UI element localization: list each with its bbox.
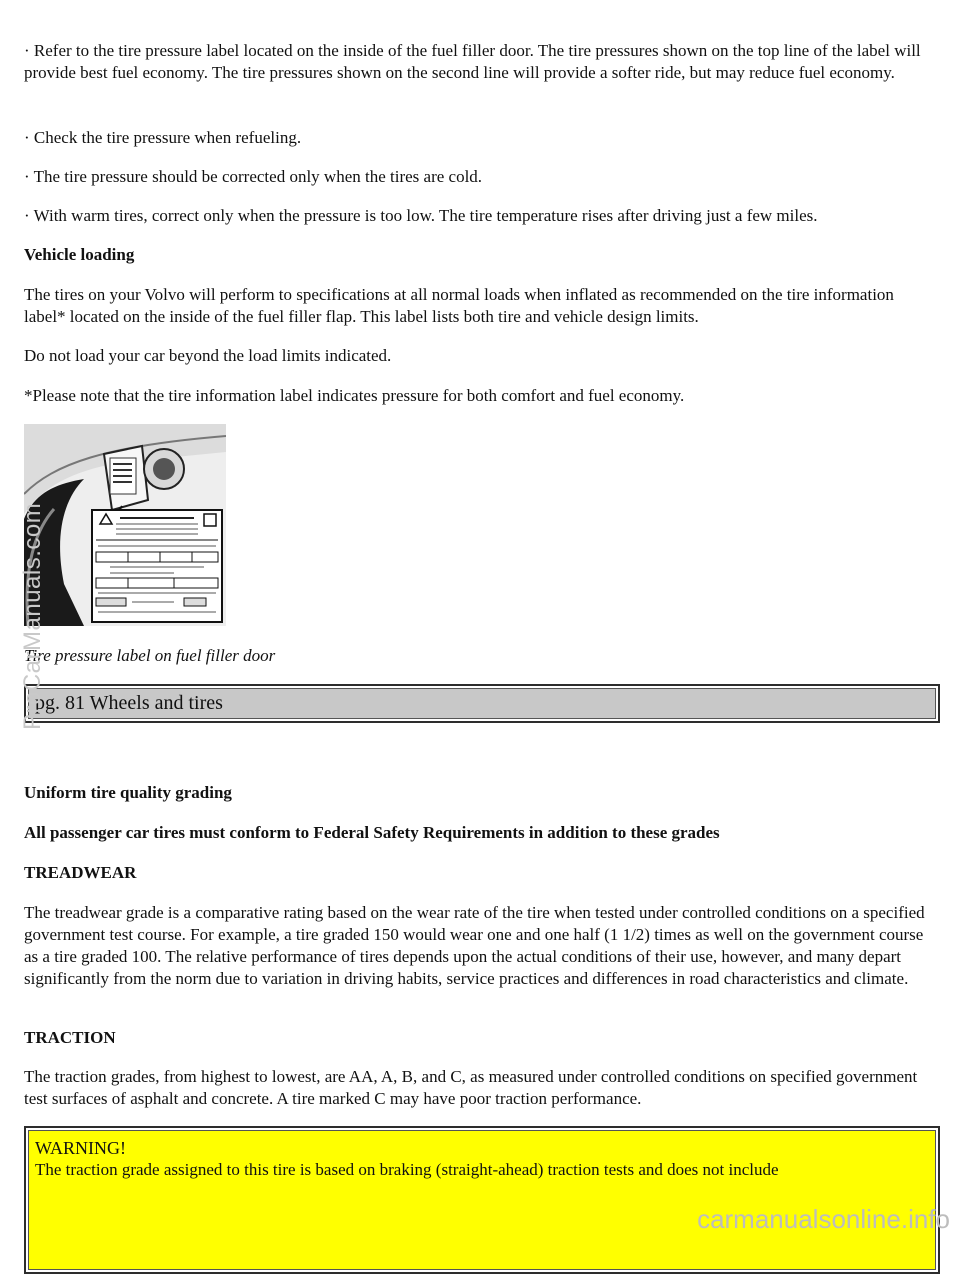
side-watermark: ProCarManuals.com <box>19 502 46 730</box>
figure-caption: Tire pressure label on fuel filler door <box>24 646 276 665</box>
bullet-tire-label: · Refer to the tire pressure label located on the inside of the fuel filler door. The tire pressures shown on the top line of the label will provide best fuel economy. The tire pressures shown on the second line will provide a softer ride, but may reduce fuel economy. <box>24 41 921 82</box>
tire-label-illustration <box>24 424 226 626</box>
page-marker-bar <box>24 684 940 723</box>
label-note: *Please note that the tire information label indicates pressure for both comfort and fuel economy. <box>24 386 685 405</box>
traction-text: The traction grades, from highest to lowest, are AA, A, B, and C, as measured under controlled conditions on specified government test surfaces of asphalt and concrete. A tire marked C may have poor traction performance. <box>24 1067 918 1108</box>
bottom-watermark: carmanualsonline.info <box>697 1204 950 1234</box>
vehicle-loading-paragraph: The tires on your Volvo will perform to specifications at all normal loads when inflated as recommended on the tire information label* located on the inside of the fuel filler flap. This label lists both tire and vehicle design limits. <box>24 285 894 326</box>
treadwear-text: The treadwear grade is a comparative rating based on the wear rate of the tire when tested under controlled conditions on a specified government test course. For example, a tire graded 150 would wear one and one half (1 1/2) times as well on the government course as a tire graded 100. The relative performance of tires depends upon the actual conditions of their use, however, and many depart significantly from the norm due to variation in driving habits, service practices and differences in road characteristics and climate. <box>24 903 925 988</box>
bullet-warm-tires: · With warm tires, correct only when the pressure is too low. The tire temperature rises after driving just a few miles. <box>24 206 818 225</box>
vehicle-loading-heading: Vehicle loading <box>24 245 135 264</box>
bullet-check-refueling: · Check the tire pressure when refueling. <box>24 128 302 147</box>
page-marker: pg. 81 Wheels and tires <box>28 688 936 719</box>
warning-box <box>24 1126 940 1274</box>
warning-text: The traction grade assigned to this tire is based on braking (straight-ahead) traction tests and does not include <box>35 1160 779 1179</box>
treadwear-heading: TREADWEAR <box>24 863 137 882</box>
warning-inner <box>28 1130 936 1270</box>
utqg-subheading: All passenger car tires must conform to Federal Safety Requirements in addition to these grades <box>24 823 720 842</box>
traction-heading: TRACTION <box>24 1028 116 1047</box>
load-limit-paragraph: Do not load your car beyond the load limits indicated. <box>24 346 392 365</box>
utqg-heading: Uniform tire quality grading <box>24 783 232 802</box>
warning-title: WARNING! <box>35 1138 126 1158</box>
bullet-correct-cold: · The tire pressure should be corrected only when the tires are cold. <box>24 167 483 186</box>
